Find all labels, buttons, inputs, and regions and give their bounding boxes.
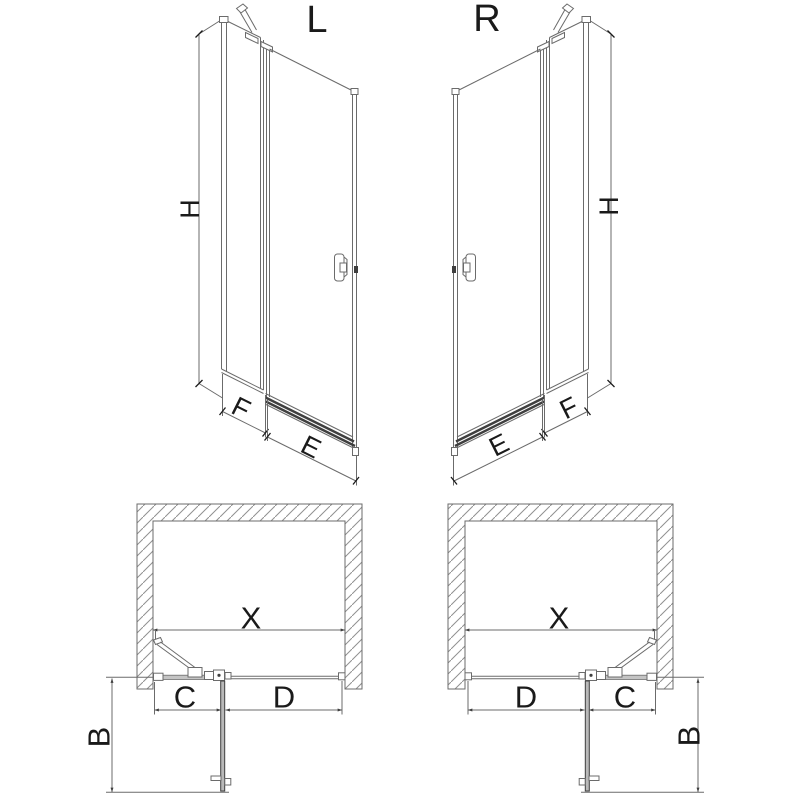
plan-view-left-variant [106, 504, 362, 792]
dim-label-fixed-width-right: F [554, 390, 584, 426]
dim-label-depth-right: B [671, 725, 707, 747]
plan-view-right-variant [448, 504, 704, 792]
variant-label-right: R [473, 0, 501, 40]
dim-label-height-right: H [594, 196, 624, 216]
dim-label-door-width-right: E [484, 427, 514, 463]
dim-label-depth-left: B [81, 726, 117, 748]
dim-label-fixed-segment-left: C [173, 679, 197, 715]
front-view-left-variant [196, 4, 360, 486]
wall-hatched-right-plan [448, 504, 673, 689]
variant-label-left: L [306, 0, 328, 41]
wall-hatched-left-plan [137, 504, 362, 689]
dim-label-door-segment-right: D [514, 679, 538, 715]
front-view-right-variant [451, 4, 615, 486]
dim-label-door-width-left: E [296, 429, 326, 465]
dim-label-fixed-width-left: F [226, 390, 256, 426]
dim-label-door-segment-left: D [272, 679, 296, 715]
dim-label-opening-width-right: X [548, 600, 570, 636]
dim-label-opening-width-left: X [240, 600, 262, 636]
dim-label-height-left: H [175, 199, 205, 219]
dim-label-fixed-segment-right: C [613, 679, 637, 715]
